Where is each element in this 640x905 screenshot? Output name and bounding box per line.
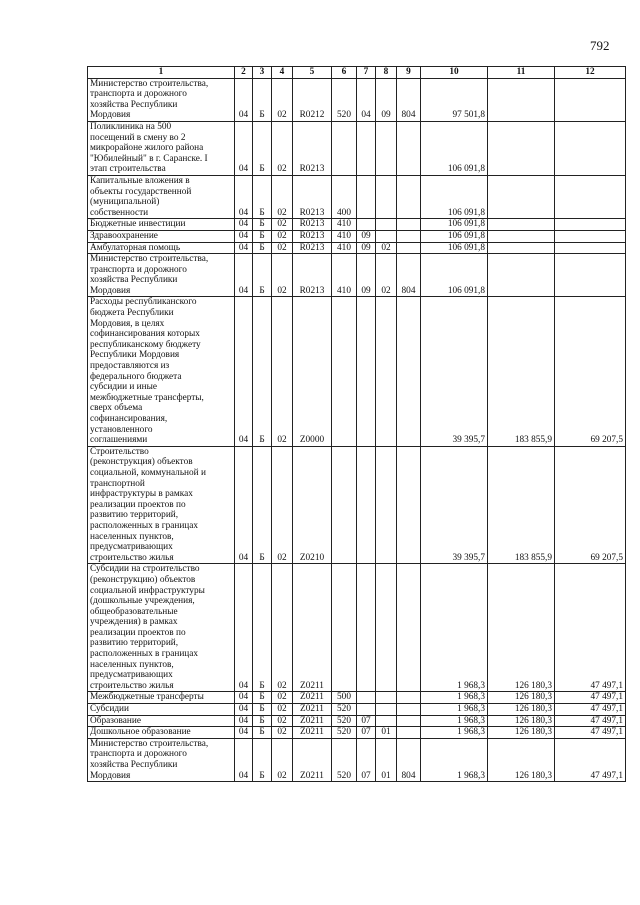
cell-col-6: 520: [332, 738, 357, 781]
table-row: [88, 297, 626, 446]
cell-col-2: 04: [235, 121, 253, 175]
table-row: [88, 692, 626, 704]
cell-col-8: [376, 704, 397, 716]
column-header-9: 9: [397, 67, 421, 79]
cell-col-7: 09: [357, 254, 376, 297]
cell-col-9: [397, 727, 421, 739]
cell-col-12: [555, 78, 626, 121]
cell-col-2: 04: [235, 219, 253, 231]
column-header-6: 6: [332, 67, 357, 79]
row-name-cell: Капитальные вложения в объекты государственной (муниципальной) собственности: [88, 175, 235, 218]
cell-col-6: [332, 121, 357, 175]
cell-col-11: [488, 254, 555, 297]
cell-col-9: [397, 446, 421, 564]
cell-col-8: [376, 297, 397, 446]
cell-col-9: [397, 175, 421, 218]
cell-col-7: [357, 446, 376, 564]
cell-col-8: 09: [376, 78, 397, 121]
table-row: [88, 230, 626, 242]
cell-col-10: 106 091,8: [421, 175, 488, 218]
cell-col-9: [397, 242, 421, 254]
cell-col-3: Б: [253, 704, 272, 716]
row-name-cell: Дошкольное образование: [88, 727, 235, 739]
cell-col-3: Б: [253, 297, 272, 446]
cell-col-2: 04: [235, 175, 253, 218]
cell-col-4: 02: [272, 242, 293, 254]
column-header-10: 10: [421, 67, 488, 79]
cell-col-5: R0213: [293, 219, 332, 231]
cell-col-8: [376, 230, 397, 242]
cell-col-8: [376, 715, 397, 727]
cell-col-7: [357, 297, 376, 446]
table-row: [88, 242, 626, 254]
row-name-cell: Образование: [88, 715, 235, 727]
cell-col-9: [397, 564, 421, 692]
cell-col-6: 500: [332, 692, 357, 704]
cell-col-6: [332, 297, 357, 446]
cell-col-3: Б: [253, 78, 272, 121]
cell-col-7: 07: [357, 715, 376, 727]
cell-col-7: [357, 121, 376, 175]
cell-col-12: [555, 175, 626, 218]
cell-col-9: [397, 297, 421, 446]
cell-col-9: [397, 704, 421, 716]
cell-col-6: 520: [332, 715, 357, 727]
cell-col-5: Z0211: [293, 704, 332, 716]
cell-col-11: 126 180,3: [488, 727, 555, 739]
cell-col-11: [488, 121, 555, 175]
cell-col-8: [376, 564, 397, 692]
cell-col-3: Б: [253, 242, 272, 254]
cell-col-11: [488, 219, 555, 231]
cell-col-3: Б: [253, 230, 272, 242]
cell-col-9: 804: [397, 738, 421, 781]
cell-col-6: [332, 446, 357, 564]
cell-col-10: 1 968,3: [421, 692, 488, 704]
cell-col-4: 02: [272, 692, 293, 704]
cell-col-5: R0213: [293, 230, 332, 242]
cell-col-2: 04: [235, 738, 253, 781]
cell-col-10: 106 091,8: [421, 242, 488, 254]
cell-col-11: [488, 242, 555, 254]
cell-col-3: Б: [253, 254, 272, 297]
cell-col-11: [488, 230, 555, 242]
table-row: [88, 564, 626, 692]
row-name-cell: Строительство (реконструкция) объектов социальной, коммунальной и транспортной инфраструктуры в рамках реализации проектов по развитию территорий, расположенных в границах населенных пунктов, предусматривающих строительство жилья: [88, 446, 235, 564]
cell-col-9: [397, 230, 421, 242]
cell-col-2: 04: [235, 230, 253, 242]
cell-col-11: 183 855,9: [488, 446, 555, 564]
cell-col-5: Z0211: [293, 727, 332, 739]
cell-col-10: 1 968,3: [421, 704, 488, 716]
cell-col-11: [488, 78, 555, 121]
table-row: [88, 121, 626, 175]
cell-col-4: 02: [272, 727, 293, 739]
cell-col-12: 47 497,1: [555, 704, 626, 716]
cell-col-6: 520: [332, 78, 357, 121]
cell-col-12: 69 207,5: [555, 297, 626, 446]
cell-col-7: 07: [357, 738, 376, 781]
cell-col-11: [488, 175, 555, 218]
cell-col-12: 47 497,1: [555, 738, 626, 781]
cell-col-6: 520: [332, 704, 357, 716]
cell-col-10: 97 501,8: [421, 78, 488, 121]
cell-col-7: 09: [357, 242, 376, 254]
cell-col-5: Z0211: [293, 692, 332, 704]
cell-col-6: 410: [332, 219, 357, 231]
cell-col-6: 410: [332, 230, 357, 242]
table-row: [88, 175, 626, 218]
cell-col-9: [397, 715, 421, 727]
cell-col-7: [357, 564, 376, 692]
cell-col-8: 01: [376, 738, 397, 781]
cell-col-3: Б: [253, 564, 272, 692]
cell-col-5: Z0000: [293, 297, 332, 446]
cell-col-8: [376, 121, 397, 175]
table-row: [88, 704, 626, 716]
page-number: 792: [590, 38, 610, 53]
cell-col-12: 47 497,1: [555, 715, 626, 727]
cell-col-8: 02: [376, 242, 397, 254]
cell-col-3: Б: [253, 738, 272, 781]
cell-col-12: 69 207,5: [555, 446, 626, 564]
row-name-cell: Амбулаторная помощь: [88, 242, 235, 254]
cell-col-5: Z0211: [293, 738, 332, 781]
cell-col-9: [397, 692, 421, 704]
cell-col-10: 106 091,8: [421, 219, 488, 231]
column-header-3: 3: [253, 67, 272, 79]
cell-col-12: [555, 254, 626, 297]
cell-col-11: 183 855,9: [488, 297, 555, 446]
cell-col-5: Z0211: [293, 715, 332, 727]
cell-col-9: [397, 121, 421, 175]
cell-col-6: 410: [332, 242, 357, 254]
cell-col-12: [555, 121, 626, 175]
row-name-cell: Здравоохранение: [88, 230, 235, 242]
cell-col-6: 410: [332, 254, 357, 297]
column-header-4: 4: [272, 67, 293, 79]
cell-col-9: [397, 219, 421, 231]
table-row: [88, 446, 626, 564]
cell-col-3: Б: [253, 219, 272, 231]
cell-col-2: 04: [235, 254, 253, 297]
cell-col-8: [376, 446, 397, 564]
table-header-row: [88, 67, 626, 79]
cell-col-4: 02: [272, 230, 293, 242]
row-name-cell: Министерство строительства, транспорта и дорожного хозяйства Республики Мордовия: [88, 78, 235, 121]
cell-col-3: Б: [253, 121, 272, 175]
cell-col-2: 04: [235, 78, 253, 121]
cell-col-3: Б: [253, 715, 272, 727]
cell-col-2: 04: [235, 564, 253, 692]
cell-col-12: [555, 230, 626, 242]
cell-col-11: 126 180,3: [488, 564, 555, 692]
cell-col-9: 804: [397, 78, 421, 121]
row-name-cell: Расходы республиканского бюджета Республики Мордовия, в целях софинансирования которых республиканскому бюджету Республики Мордовия предоставляются из федерального бюджета субсидии и иные межбюджетные трансферты, сверх объема софинансирования, установленного соглашениями: [88, 297, 235, 446]
cell-col-7: [357, 175, 376, 218]
cell-col-11: 126 180,3: [488, 738, 555, 781]
cell-col-10: 106 091,8: [421, 121, 488, 175]
row-name-cell: Субсидии на строительство (реконструкцию) объектов социальной инфраструктуры (дошкольные учреждения, общеобразовательные учреждения) в рамках реализации проектов по развитию территорий, расположенных в границах населенных пунктов, предусматривающих строительство жилья: [88, 564, 235, 692]
row-name-cell: Межбюджетные трансферты: [88, 692, 235, 704]
cell-col-10: 106 091,8: [421, 254, 488, 297]
column-header-11: 11: [488, 67, 555, 79]
cell-col-4: 02: [272, 121, 293, 175]
column-header-5: 5: [293, 67, 332, 79]
cell-col-10: 106 091,8: [421, 230, 488, 242]
cell-col-2: 04: [235, 242, 253, 254]
cell-col-4: 02: [272, 254, 293, 297]
cell-col-4: 02: [272, 704, 293, 716]
cell-col-5: Z0211: [293, 564, 332, 692]
cell-col-12: [555, 219, 626, 231]
cell-col-5: R0213: [293, 242, 332, 254]
cell-col-2: 04: [235, 446, 253, 564]
cell-col-4: 02: [272, 564, 293, 692]
cell-col-8: [376, 175, 397, 218]
row-name-cell: Субсидии: [88, 704, 235, 716]
cell-col-7: 09: [357, 230, 376, 242]
cell-col-11: 126 180,3: [488, 715, 555, 727]
cell-col-7: [357, 692, 376, 704]
cell-col-11: 126 180,3: [488, 692, 555, 704]
table-row: [88, 254, 626, 297]
cell-col-6: 400: [332, 175, 357, 218]
cell-col-3: Б: [253, 175, 272, 218]
cell-col-10: 1 968,3: [421, 715, 488, 727]
table-body: [88, 78, 626, 782]
cell-col-7: 04: [357, 78, 376, 121]
cell-col-11: 126 180,3: [488, 704, 555, 716]
cell-col-12: 47 497,1: [555, 564, 626, 692]
table-row: [88, 727, 626, 739]
table-row: [88, 715, 626, 727]
cell-col-7: 07: [357, 727, 376, 739]
table-row: [88, 219, 626, 231]
cell-col-2: 04: [235, 715, 253, 727]
cell-col-4: 02: [272, 738, 293, 781]
cell-col-7: [357, 704, 376, 716]
column-header-12: 12: [555, 67, 626, 79]
cell-col-2: 04: [235, 727, 253, 739]
cell-col-4: 02: [272, 446, 293, 564]
cell-col-4: 02: [272, 219, 293, 231]
row-name-cell: Министерство строительства, транспорта и дорожного хозяйства Республики Мордовия: [88, 738, 235, 781]
cell-col-4: 02: [272, 78, 293, 121]
cell-col-3: Б: [253, 446, 272, 564]
cell-col-12: 47 497,1: [555, 692, 626, 704]
row-name-cell: Министерство строительства, транспорта и дорожного хозяйства Республики Мордовия: [88, 254, 235, 297]
cell-col-6: 520: [332, 727, 357, 739]
cell-col-9: 804: [397, 254, 421, 297]
cell-col-12: [555, 242, 626, 254]
cell-col-5: R0213: [293, 121, 332, 175]
cell-col-5: R0212: [293, 78, 332, 121]
cell-col-10: 1 968,3: [421, 564, 488, 692]
cell-col-8: [376, 692, 397, 704]
cell-col-8: [376, 219, 397, 231]
column-header-7: 7: [357, 67, 376, 79]
cell-col-2: 04: [235, 297, 253, 446]
cell-col-2: 04: [235, 704, 253, 716]
cell-col-3: Б: [253, 727, 272, 739]
row-name-cell: Поликлиника на 500 посещений в смену во 2 микрорайоне жилого района "Юбилейный" в г. Саранске. I этап строительства: [88, 121, 235, 175]
cell-col-4: 02: [272, 715, 293, 727]
cell-col-5: R0213: [293, 175, 332, 218]
cell-col-3: Б: [253, 692, 272, 704]
cell-col-2: 04: [235, 692, 253, 704]
column-header-8: 8: [376, 67, 397, 79]
table-row: [88, 78, 626, 121]
cell-col-6: [332, 564, 357, 692]
cell-col-4: 02: [272, 175, 293, 218]
cell-col-12: 47 497,1: [555, 727, 626, 739]
column-header-1: 1: [88, 67, 235, 79]
row-name-cell: Бюджетные инвестиции: [88, 219, 235, 231]
cell-col-4: 02: [272, 297, 293, 446]
cell-col-8: 01: [376, 727, 397, 739]
cell-col-10: 1 968,3: [421, 727, 488, 739]
cell-col-10: 1 968,3: [421, 738, 488, 781]
cell-col-10: 39 395,7: [421, 297, 488, 446]
column-header-2: 2: [235, 67, 253, 79]
cell-col-8: 02: [376, 254, 397, 297]
cell-col-5: R0213: [293, 254, 332, 297]
budget-table: [87, 66, 626, 782]
table-row: [88, 738, 626, 781]
cell-col-10: 39 395,7: [421, 446, 488, 564]
cell-col-5: Z0210: [293, 446, 332, 564]
cell-col-7: [357, 219, 376, 231]
